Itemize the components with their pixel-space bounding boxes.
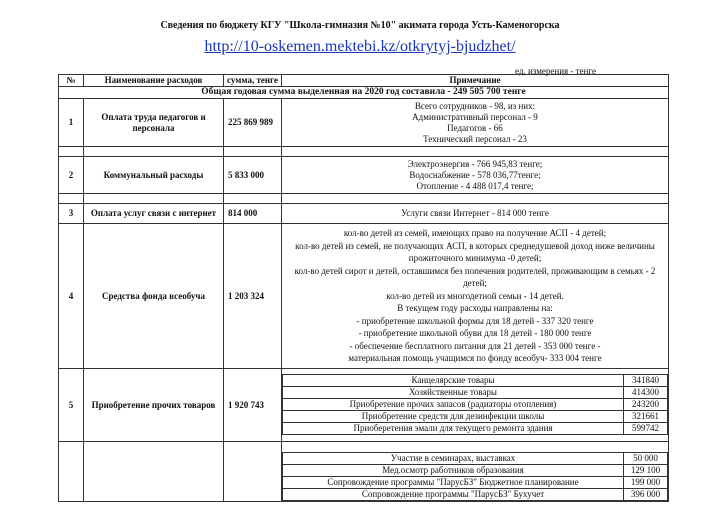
row-name: Оплата труда педагогов и персонала bbox=[84, 99, 224, 147]
note-line: Отопление - 4 488 017,4 тенге; bbox=[416, 180, 534, 191]
table-row bbox=[59, 442, 669, 502]
col-header-num: № bbox=[59, 75, 84, 87]
note-line: Административный персонал - 9 bbox=[412, 111, 538, 122]
row-amount: 1 203 324 bbox=[224, 224, 282, 369]
item-label: Приоберетения эмали для текущего ремонта здания bbox=[283, 423, 624, 435]
item-value: 129 100 bbox=[624, 465, 668, 477]
table-row bbox=[59, 204, 669, 224]
row-amount: 5 833 000 bbox=[224, 157, 282, 194]
item-label: Сопровождение программы "ПарусБЗ" Бюджетное планирование bbox=[283, 477, 624, 489]
total-text: Общая годовая сумма выделенная на 2020 год составила - 249 505 700 тенге bbox=[59, 87, 669, 99]
item-label: Приобретение прочих запасов (радиаторы отопления) bbox=[283, 399, 624, 411]
subtable-row bbox=[283, 489, 668, 501]
item-label: Участие в семинарах, выставках bbox=[283, 453, 624, 465]
item-value: 341840 bbox=[624, 375, 668, 387]
col-header-note: Примечание bbox=[282, 75, 669, 87]
row-amount bbox=[224, 442, 282, 502]
subtable-row bbox=[283, 411, 668, 423]
table-row bbox=[59, 224, 669, 369]
spacer-row bbox=[59, 194, 669, 204]
row-name: Коммунальный расходы bbox=[84, 157, 224, 194]
item-value: 414300 bbox=[624, 387, 668, 399]
note-line: кол-во детей из семей, имеющих право на получение АСП - 4 детей; bbox=[343, 228, 607, 239]
subtable-row bbox=[283, 423, 668, 435]
col-header-name: Наименование расходов bbox=[84, 75, 224, 87]
note-line: Всего сотрудников - 98, из них: bbox=[414, 100, 536, 111]
row-note bbox=[282, 99, 669, 147]
row-amount: 814 000 bbox=[224, 204, 282, 224]
row-note bbox=[282, 224, 669, 369]
note-line: - обеспечение бесплатного питания для 21 детей - 353 000 тенге - bbox=[349, 340, 601, 351]
row-note bbox=[282, 442, 669, 502]
table-header-row bbox=[59, 75, 669, 87]
row-number: 1 bbox=[59, 99, 84, 147]
item-value: 599742 bbox=[624, 423, 668, 435]
row-note: Услуги связи Интернет - 814 000 тенге bbox=[282, 204, 669, 224]
row-name: Приобретение прочих товаров bbox=[84, 369, 224, 442]
note-line: Педагогов - 66 bbox=[447, 122, 503, 133]
item-label: Канцелярские товары bbox=[283, 375, 624, 387]
row-name bbox=[84, 442, 224, 502]
row-amount: 225 869 989 bbox=[224, 99, 282, 147]
row-number bbox=[59, 442, 84, 502]
item-label: Сопровождение программы "ПарусБЗ" Бухучет bbox=[283, 489, 624, 501]
note-line: материальная помощь учащимся по фонду всеобуч- 333 004 тенге bbox=[348, 353, 602, 364]
total-row bbox=[59, 87, 669, 99]
item-value: 396 000 bbox=[624, 489, 668, 501]
note-line: детей; bbox=[463, 278, 487, 289]
note-line: кол-во детей сирот и детей, оставшимся без попечения родителей, проживающим в семьях - 2 bbox=[294, 265, 656, 276]
subtable-row bbox=[283, 399, 668, 411]
col-header-amount: сумма, тенге bbox=[224, 75, 282, 87]
item-value: 199 000 bbox=[624, 477, 668, 489]
note-line: прожиточного минимума -0 детей; bbox=[408, 253, 542, 264]
item-label: Мед.осмотр работников образования bbox=[283, 465, 624, 477]
row-number: 3 bbox=[59, 204, 84, 224]
row-number: 4 bbox=[59, 224, 84, 369]
note-line: Электроэнергия - 766 945,83 тенге; bbox=[407, 158, 543, 169]
row-number: 2 bbox=[59, 157, 84, 194]
note-line: кол-во детей из семей, не получающих АСП, в которых среднедушевой доход ниже величины bbox=[295, 240, 655, 251]
item-value: 321661 bbox=[624, 411, 668, 423]
note-line: кол-во детей из многодетной семьи - 14 детей. bbox=[386, 290, 564, 301]
row-note bbox=[282, 157, 669, 194]
subtable-row bbox=[283, 387, 668, 399]
row-note bbox=[282, 369, 669, 442]
item-value: 243200 bbox=[624, 399, 668, 411]
item-label: Приобретение средств для дезинфекции школы bbox=[283, 411, 624, 423]
row-amount: 1 920 743 bbox=[224, 369, 282, 442]
item-value: 50 000 bbox=[624, 453, 668, 465]
note-line: - приобретение школьной формы для 18 детей - 337 320 тенге bbox=[356, 315, 594, 326]
note-line: Водоснабжение - 578 036,77тенге; bbox=[409, 169, 541, 180]
subtable-row bbox=[283, 465, 668, 477]
subtable-row bbox=[283, 375, 668, 387]
row-name: Средства фонда всеобуча bbox=[84, 224, 224, 369]
item-label: Хозяйственные товары bbox=[283, 387, 624, 399]
subtable-row bbox=[283, 477, 668, 489]
spacer-row bbox=[59, 147, 669, 157]
goods-subtable bbox=[282, 374, 668, 435]
budget-table bbox=[58, 74, 669, 502]
table-row bbox=[59, 157, 669, 194]
row-number: 5 bbox=[59, 369, 84, 442]
note-line: В текущем году расходы направлены на: bbox=[397, 303, 553, 314]
note-line: - приобретение школьной обуви для 18 детей - 180 000 тенге bbox=[358, 328, 592, 339]
services-subtable bbox=[282, 452, 668, 501]
row-name: Оплата услуг связи с интернет bbox=[84, 204, 224, 224]
document-title: Сведения по бюджету КГУ "Школа-гимназия №10" акимата города Усть-Каменогорска bbox=[160, 20, 560, 31]
table-row bbox=[59, 369, 669, 442]
budget-link[interactable]: http://10-oskemen.mektebi.kz/otkrytyj-bjudzhet/ bbox=[204, 38, 516, 55]
units-note: ед. измерения - тенге bbox=[515, 66, 596, 76]
table-row bbox=[59, 99, 669, 147]
note-line: Технический персонал - 23 bbox=[423, 133, 527, 144]
subtable-row bbox=[283, 453, 668, 465]
